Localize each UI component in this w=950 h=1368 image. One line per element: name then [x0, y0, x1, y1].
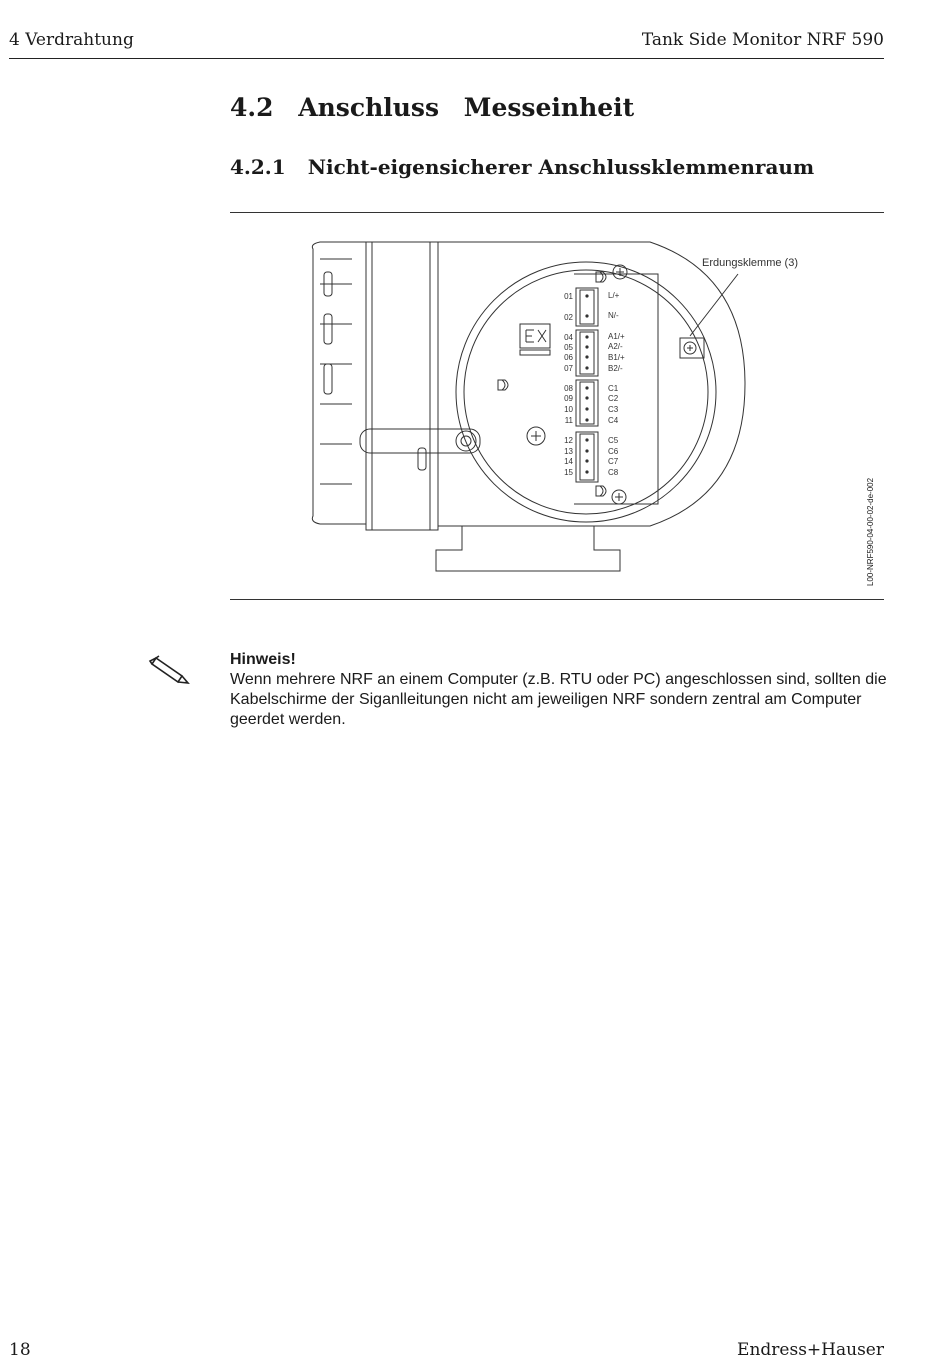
terminal-number: 07 — [564, 364, 573, 373]
note-title: Hinweis! — [230, 651, 296, 668]
housing-base — [436, 526, 620, 571]
subsection-title — [230, 155, 814, 179]
cover-ring-outer — [456, 262, 716, 522]
housing-front — [438, 242, 745, 526]
terminal-label: C1 — [608, 384, 619, 393]
terminal-label: A1/+ — [608, 332, 625, 341]
terminal-label: C8 — [608, 468, 619, 477]
note-body: Wenn mehrere NRF an einem Computer (z.B. RTU oder PC) angeschlossen sind, sollten die Kabelschirme der Siganlleitungen nicht am jeweiligen NRF sondern zentral am Computer geerdet werden. — [230, 671, 887, 728]
terminal-number: 11 — [564, 416, 573, 425]
subsection-text: Nicht-eigensicherer Anschlussklemmenraum — [307, 155, 815, 179]
terminal-number: 09 — [564, 394, 573, 403]
terminal-number: 12 — [564, 436, 573, 445]
figure-rule-bottom — [230, 599, 884, 600]
terminal-label: L/+ — [608, 291, 620, 300]
subsection-number: 4.2.1 — [230, 155, 286, 179]
header-chapter: 4 Verdrahtung — [9, 30, 134, 50]
terminal-number: 01 — [564, 292, 573, 301]
terminal-label: A2/- — [608, 342, 623, 351]
terminal-label: C4 — [608, 416, 619, 425]
terminal-number: 10 — [564, 405, 573, 414]
housing-middle — [366, 242, 438, 530]
terminal-number: 15 — [564, 468, 573, 477]
ground-terminal-icon — [680, 338, 704, 358]
terminal-label: C3 — [608, 405, 619, 414]
terminal-label: C2 — [608, 394, 619, 403]
figure-id: L00-NRF590-04-00-02-de-002 — [866, 477, 875, 586]
terminal-label: B1/+ — [608, 353, 625, 362]
terminal-label: C7 — [608, 457, 619, 466]
terminal-number: 06 — [564, 353, 573, 362]
cover-ring-inner — [464, 270, 708, 514]
terminal-number: 13 — [564, 447, 573, 456]
brand-logo: Endress+Hauser — [737, 1340, 884, 1360]
terminal-label: C5 — [608, 436, 619, 445]
figure-rule-top — [230, 212, 884, 213]
terminal-number: 05 — [564, 343, 573, 352]
terminal-number: 08 — [564, 384, 573, 393]
terminal-number: 14 — [564, 457, 573, 466]
terminal-compartment-figure — [230, 214, 884, 598]
header-rule — [9, 58, 884, 59]
header-product: Tank Side Monitor NRF 590 — [641, 30, 884, 50]
terminal-block-1 — [576, 288, 598, 326]
page-number: 18 — [9, 1340, 31, 1360]
terminal-number: 02 — [564, 313, 573, 322]
terminal-label: N/- — [608, 311, 619, 320]
figure-callout: Erdungsklemme (3) — [702, 257, 798, 269]
terminal-label: C6 — [608, 447, 619, 456]
ex-mark-icon — [520, 324, 550, 355]
pencil-icon — [148, 652, 190, 686]
terminal-number: 04 — [564, 333, 573, 342]
section-title: 4.2 Anschluss Messeinheit — [230, 93, 635, 122]
terminal-label: B2/- — [608, 364, 623, 373]
